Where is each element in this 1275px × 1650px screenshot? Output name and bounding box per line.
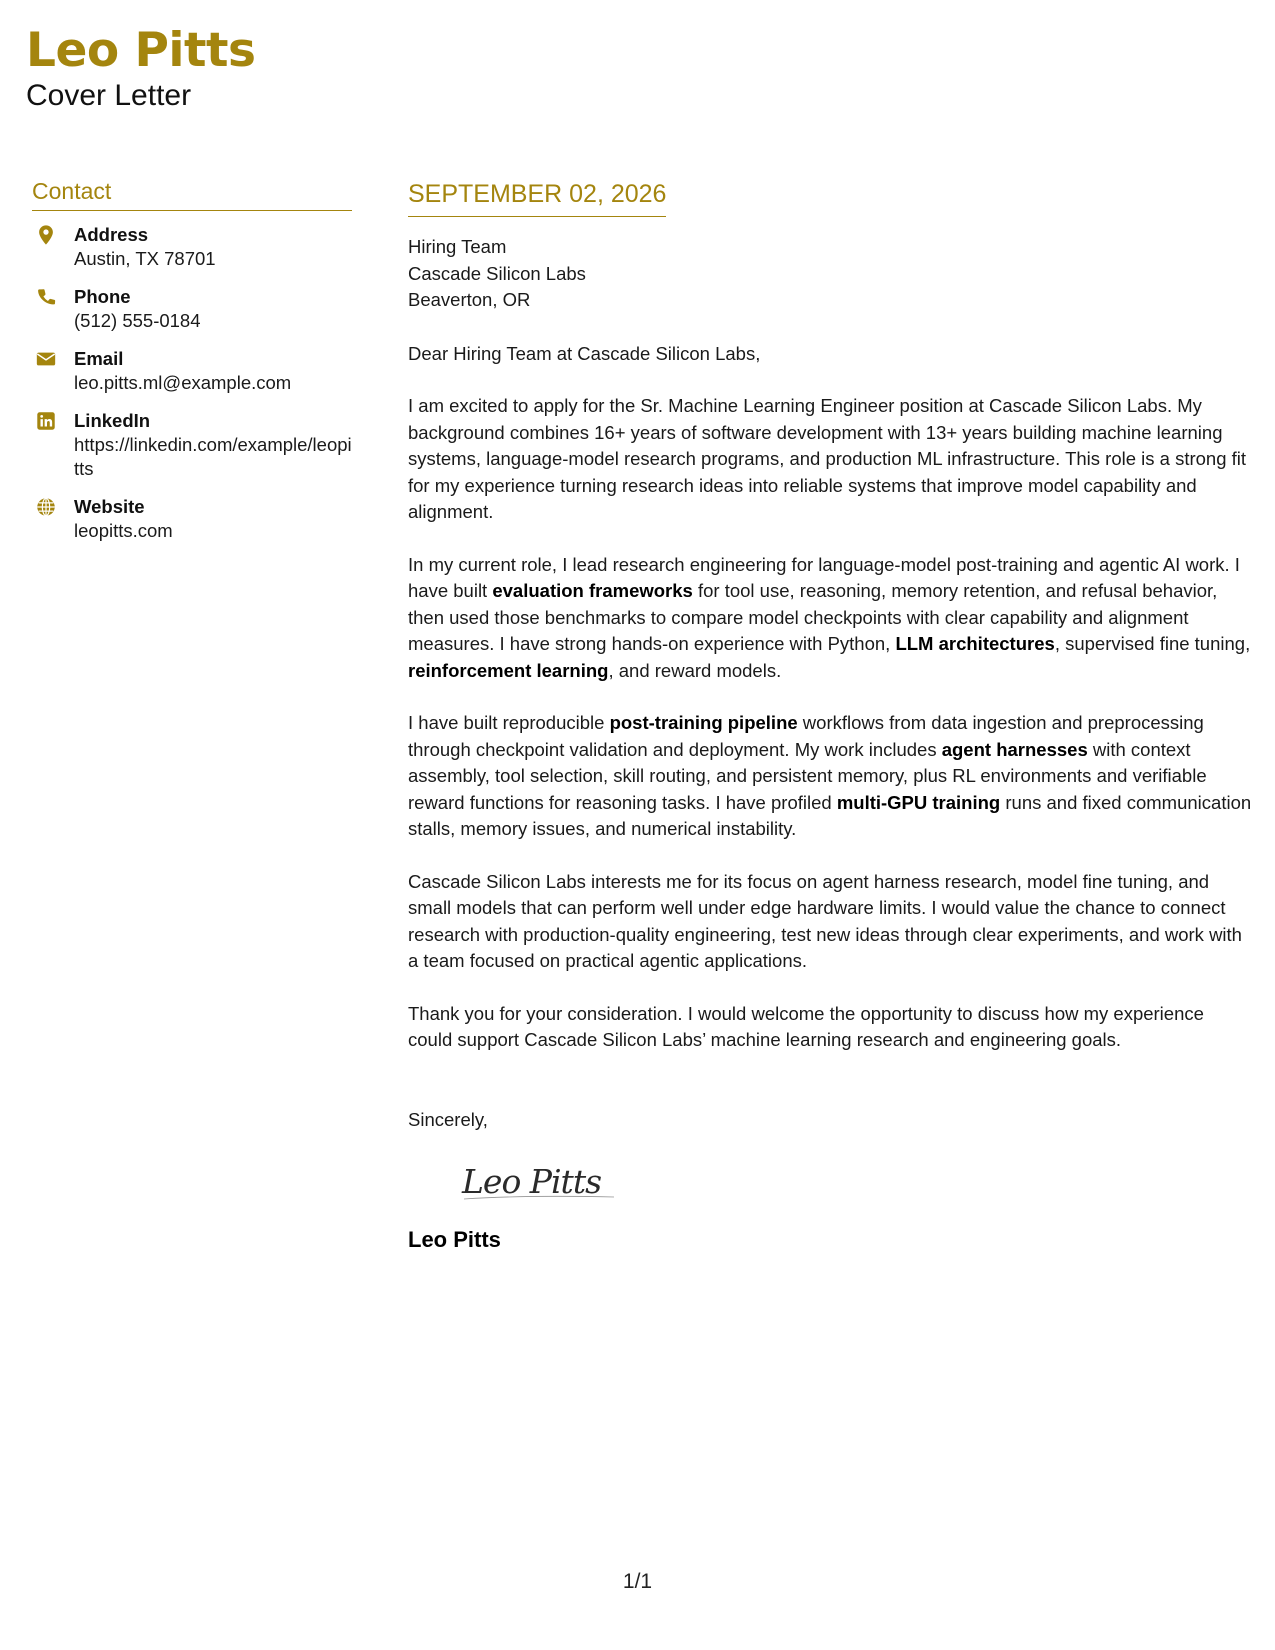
- contact-value: leopitts.com: [74, 520, 173, 541]
- paragraph-text: I have built reproducible: [408, 712, 610, 733]
- highlight-term: LLM architectures: [895, 633, 1055, 654]
- document-header: [26, 22, 255, 114]
- contact-sidebar: [32, 176, 352, 557]
- contact-label: Email: [74, 348, 124, 369]
- letter-paragraph: [408, 869, 1253, 975]
- contact-address: [32, 223, 352, 271]
- salutation: Dear Hiring Team at Cascade Silicon Labs,: [408, 342, 761, 364]
- document-subtitle: Cover Letter: [26, 79, 192, 112]
- signer-name: Leo Pitts: [408, 1227, 501, 1252]
- paragraph-text: , and reward models.: [608, 659, 782, 681]
- letter-body: [408, 176, 1253, 1255]
- contact-email: [32, 347, 352, 395]
- contact-list: [32, 223, 352, 543]
- highlight-term: agent harnesses: [941, 738, 1088, 760]
- contact-label: LinkedIn: [74, 410, 151, 431]
- paragraph-text: , supervised fine tuning,: [1054, 633, 1251, 654]
- contact-label: Website: [74, 496, 145, 517]
- letter-paragraph: [408, 1001, 1253, 1054]
- contact-value: https://linkedin.com/example/leopitts: [74, 434, 352, 479]
- recipient-address: [408, 234, 1253, 314]
- paragraph-text: runs and fixed communication stalls, memory issues, and numerical instability.: [408, 791, 1252, 839]
- paragraph-text: I am excited to apply for the Sr. Machine Learning Engineer position at Cascade Silicon Labs. My background combines 16+ years of software development with 13+ years building machine learning systems, language-model research programs, and production ML infrastructure. This role is a strong fit for my experience turning research ideas into reliable systems that improve model capability and alignment.: [408, 395, 1247, 522]
- svg-text:Leo Pitts: Leo Pitts: [462, 1162, 602, 1201]
- contact-website: [32, 495, 352, 543]
- recipient-line: Hiring Team: [408, 236, 507, 257]
- letter-paragraph: [408, 710, 1253, 843]
- letter-date-block: [408, 176, 666, 217]
- recipient-line: Beaverton, OR: [408, 289, 531, 310]
- paragraph-text: In my current role, I lead research engineering for language-model post-training and agentic AI work. I have built: [408, 553, 1240, 601]
- letter-date: SEPTEMBER 02, 2026: [408, 180, 667, 208]
- phone-icon: [35, 286, 57, 308]
- contact-value: (512) 555-0184: [74, 310, 201, 331]
- closing: Sincerely,: [408, 1108, 488, 1130]
- linkedin-icon: [35, 410, 57, 432]
- letter-paragraph: [408, 393, 1253, 526]
- paragraph-text: workflows from data ingestion and preprocessing through checkpoint validation and deployment. My work includes: [408, 712, 1204, 760]
- map-pin-icon: [35, 224, 57, 246]
- letter-paragraph: [408, 552, 1253, 685]
- paragraph-text: with context assembly, tool selection, skill routing, and persistent memory, plus RL environments and verifiable reward functions for reasoning tasks. I have profiled: [408, 738, 1207, 813]
- signature-image: [458, 1153, 628, 1213]
- contact-value: Austin, TX 78701: [74, 248, 216, 269]
- highlight-term: post-training pipeline: [609, 712, 798, 733]
- paragraph-text: Thank you for your consideration. I would welcome the opportunity to discuss how my experience could support Cascade Silicon Labs’ machine learning research and engineering goals.: [408, 1002, 1204, 1050]
- page-number: 1/1: [622, 1570, 653, 1593]
- contact-label: Address: [74, 224, 149, 245]
- contact-linkedin: [32, 409, 352, 481]
- globe-icon: [35, 496, 57, 518]
- letter-paragraphs: [408, 393, 1253, 1054]
- highlight-term: multi-GPU training: [836, 791, 1001, 813]
- recipient-line: Cascade Silicon Labs: [408, 262, 586, 284]
- paragraph-text: for tool use, reasoning, memory retention, and refusal behavior, then used those benchmarks to compare model checkpoints with clear capability and alignment measures. I have strong hands-on experience with Python,: [408, 580, 1218, 654]
- contact-label: Phone: [74, 286, 131, 307]
- contact-value: leo.pitts.ml@example.com: [74, 372, 292, 393]
- applicant-name: Leo Pitts: [26, 23, 256, 78]
- highlight-term: evaluation frameworks: [492, 580, 693, 601]
- envelope-icon: [35, 348, 57, 370]
- highlight-term: reinforcement learning: [408, 659, 609, 681]
- contact-section-title: Contact: [32, 176, 352, 211]
- contact-phone: [32, 285, 352, 333]
- paragraph-text: Cascade Silicon Labs interests me for its focus on agent harness research, model fine tuning, and small models that can perform well under edge hardware limits. I would value the chance to connect research with production-quality engineering, test new ideas through clear experiments, and work with a team focused on practical agentic applications.: [408, 870, 1242, 971]
